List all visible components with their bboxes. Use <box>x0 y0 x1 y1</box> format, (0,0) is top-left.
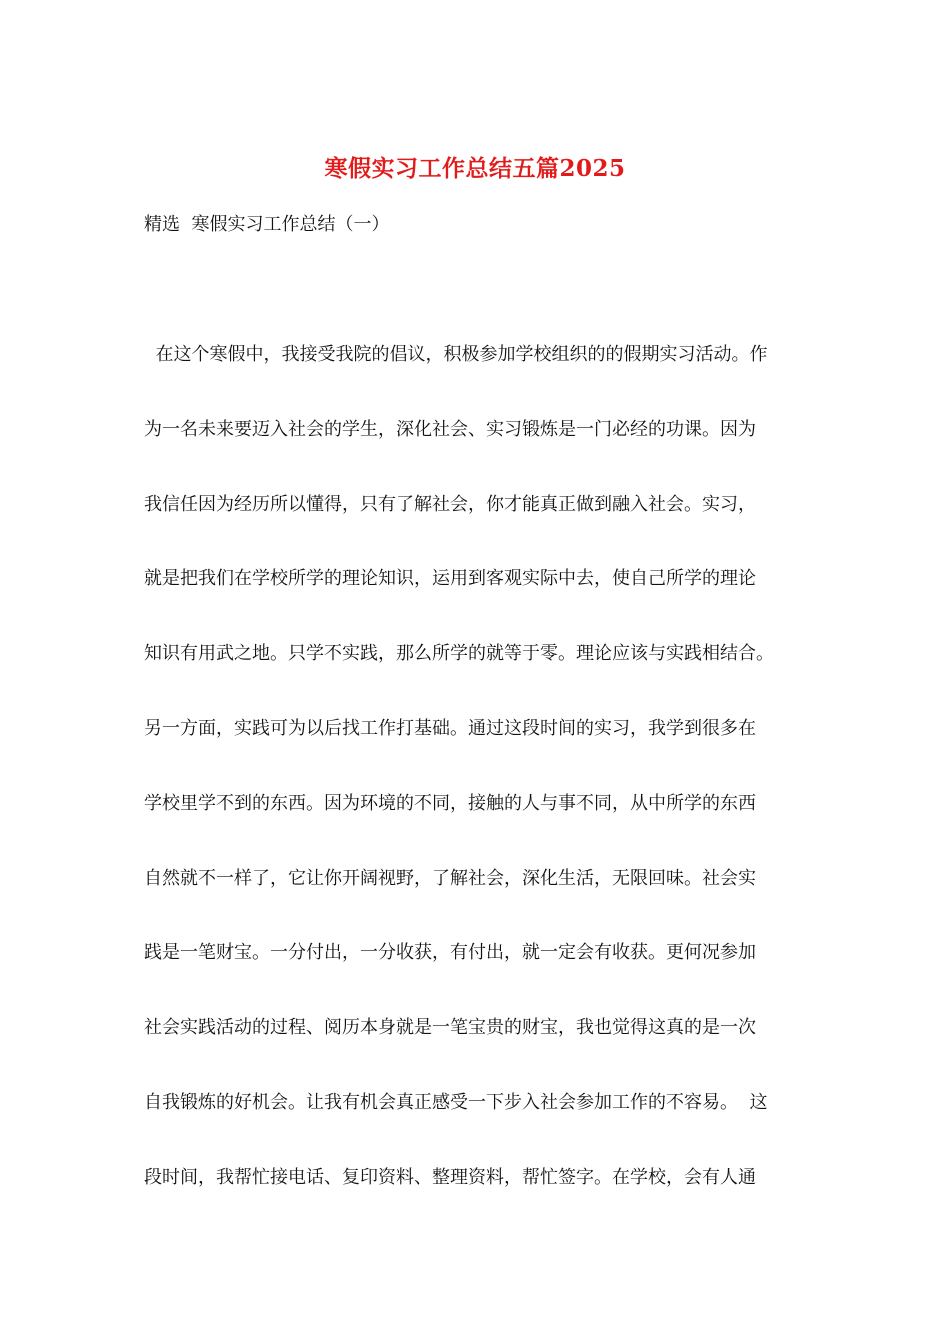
body-line: 学校里学不到的东西。因为环境的不同，接触的人与事不同，从中所学的东西 <box>144 793 756 814</box>
body-line: 践是一笔财宝。一分付出，一分收获，有付出，就一定会有收获。更何况参加 <box>144 942 756 963</box>
document-title: 寒假实习工作总结五篇2025 <box>324 155 626 182</box>
body-line: 段时间，我帮忙接电话、复印资料、整理资料，帮忙签字。在学校，会有人通 <box>144 1167 756 1188</box>
body-line: 我信任因为经历所以懂得，只有了解社会，你才能真正做到融入社会。实习， <box>144 494 756 515</box>
body-line: 为一名未来要迈入社会的学生，深化社会、实习锻炼是一门必经的功课。因为 <box>144 419 756 440</box>
body-line: 就是把我们在学校所学的理论知识，运用到客观实际中去，使自己所学的理论 <box>144 568 756 589</box>
body-line: 社会实践活动的过程、阅历本身就是一笔宝贵的财宝，我也觉得这真的是一次 <box>144 1017 756 1038</box>
body-line: 知识有用武之地。只学不实践，那么所学的就等于零。理论应该与实践相结合。 <box>144 643 774 664</box>
body-line: 自我锻炼的好机会。让我有机会真正感受一下步入社会参加工作的不容易。 这 <box>144 1092 768 1113</box>
section-subtitle: 精选 寒假实习工作总结（一） <box>144 214 390 235</box>
body-line: 自然就不一样了，它让你开阔视野，了解社会，深化生活，无限回味。社会实 <box>144 868 756 889</box>
body-line: 另一方面，实践可为以后找工作打基础。通过这段时间的实习，我学到很多在 <box>144 718 756 739</box>
body-line: 在这个寒假中，我接受我院的倡议，积极参加学校组织的的假期实习活动。作 <box>144 344 768 365</box>
